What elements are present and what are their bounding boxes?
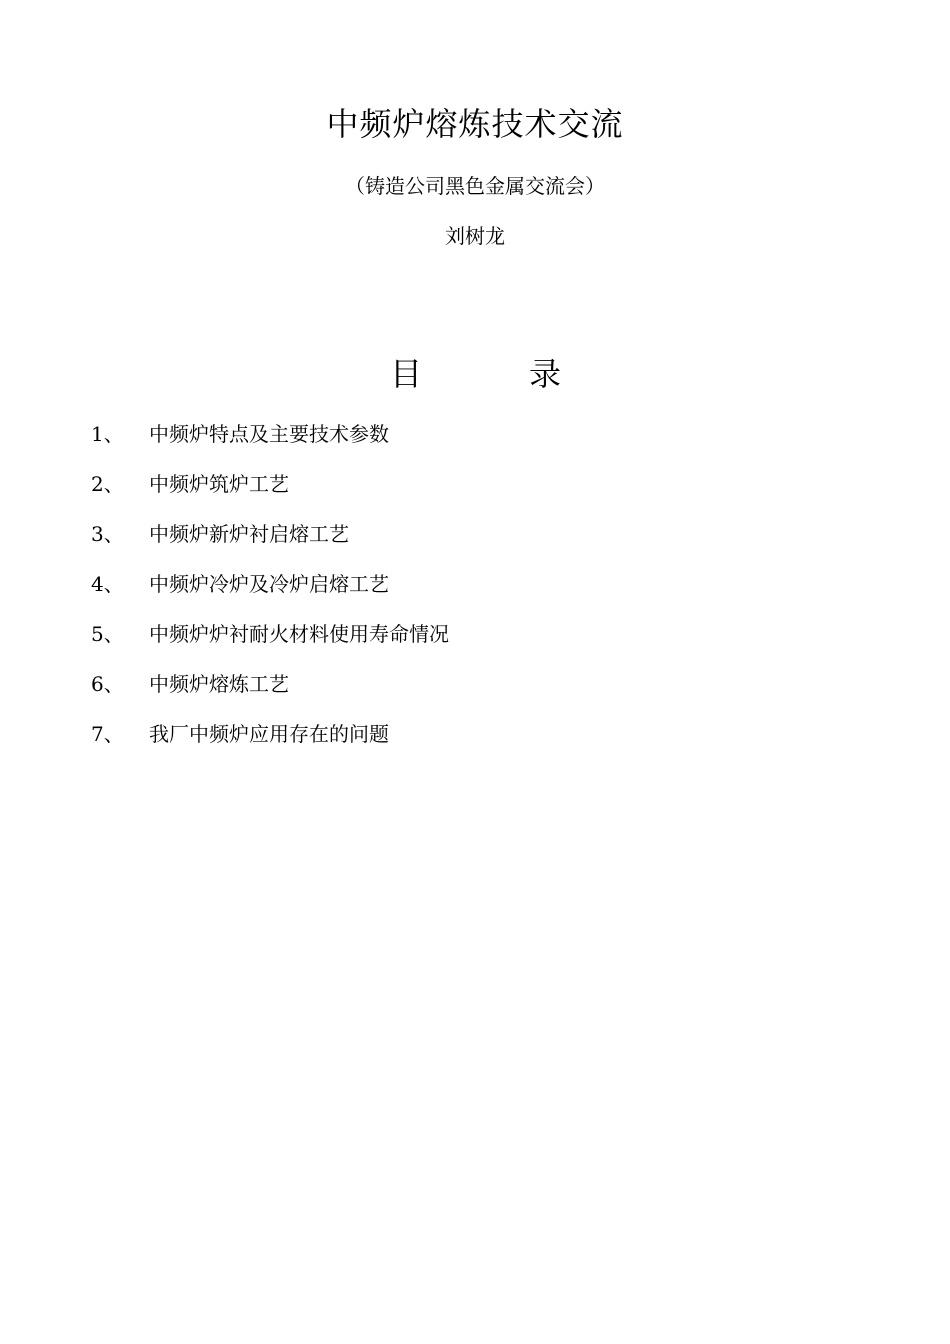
toc-item-number: 1、 bbox=[91, 422, 124, 446]
document-subtitle: （铸造公司黑色金属交流会） bbox=[345, 174, 605, 198]
document-author: 刘树龙 bbox=[445, 224, 505, 248]
toc-item-text: 中频炉新炉衬启熔工艺 bbox=[149, 522, 349, 546]
toc-item-number: 7、 bbox=[91, 722, 124, 746]
toc-item bbox=[0, 420, 950, 470]
toc-item-number: 2、 bbox=[91, 472, 124, 496]
toc-item-number: 6、 bbox=[91, 672, 124, 696]
toc-item bbox=[0, 470, 950, 520]
toc-item-number: 4、 bbox=[91, 572, 124, 596]
toc-item bbox=[0, 570, 950, 620]
toc-item-text: 中频炉冷炉及冷炉启熔工艺 bbox=[149, 572, 389, 596]
document-title: 中频炉熔炼技术交流 bbox=[326, 105, 624, 143]
toc-heading bbox=[0, 352, 950, 396]
toc-item bbox=[0, 520, 950, 570]
toc-item-number: 3、 bbox=[91, 522, 124, 546]
toc-item bbox=[0, 670, 950, 720]
toc-item-text: 中频炉熔炼工艺 bbox=[149, 672, 289, 696]
toc-item-number: 5、 bbox=[91, 622, 124, 646]
toc-item-text: 中频炉特点及主要技术参数 bbox=[149, 422, 389, 446]
toc-heading-part1: 目 bbox=[390, 355, 423, 393]
toc-heading-part2: 录 bbox=[529, 355, 562, 393]
toc-list bbox=[0, 420, 950, 770]
toc-item-text: 中频炉筑炉工艺 bbox=[149, 472, 289, 496]
toc-item bbox=[0, 620, 950, 670]
toc-item-text: 中频炉炉衬耐火材料使用寿命情况 bbox=[149, 622, 449, 646]
toc-item bbox=[0, 720, 950, 770]
toc-item-text: 我厂中频炉应用存在的问题 bbox=[149, 722, 389, 746]
